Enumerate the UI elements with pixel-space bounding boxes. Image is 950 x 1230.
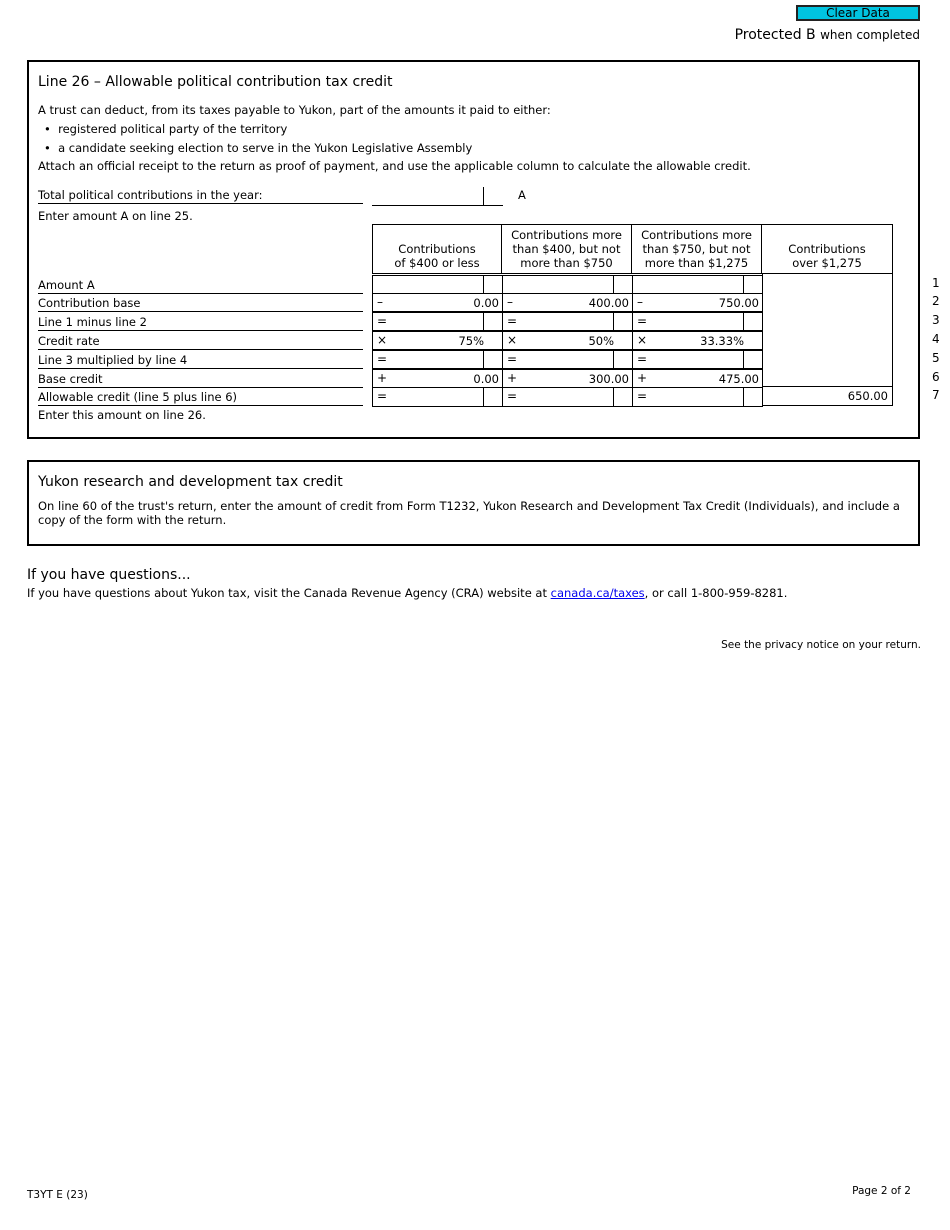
page-number: Page 2 of 2 [852, 1185, 911, 1197]
cell-value: 300.00 [588, 372, 629, 386]
cents-divider [613, 276, 614, 293]
row7-col3-field[interactable] [632, 387, 763, 407]
row-label: Allowable credit (line 5 plus line 6) [38, 390, 363, 406]
row3-col3-field[interactable] [632, 312, 763, 331]
questions-text [27, 586, 787, 600]
form-code: T3YT E (23) [27, 1189, 88, 1201]
cents-divider [483, 388, 484, 406]
row2-col3-field [632, 293, 763, 312]
row7-col2-field[interactable] [502, 387, 633, 407]
line-number: 1 [932, 276, 940, 290]
column4-line7-field[interactable] [762, 386, 893, 406]
operator-sign: = [377, 352, 388, 366]
row-label: Credit rate [38, 334, 363, 350]
operator-sign: – [637, 295, 643, 309]
operator-sign: + [507, 371, 518, 385]
operator-sign: + [637, 371, 648, 385]
line-letter-a: A [518, 188, 526, 202]
cents-divider [483, 313, 484, 330]
cell-value: 33.33% [700, 334, 744, 348]
clear-data-button[interactable]: Clear Data [796, 5, 920, 21]
enter-line26-note: Enter this amount on line 26. [38, 408, 206, 422]
column4-block [762, 274, 893, 387]
research-development-section [27, 460, 920, 546]
row6-col3-field [632, 369, 763, 388]
cents-divider [743, 276, 744, 293]
row3-col2-field[interactable] [502, 312, 633, 331]
bullet-text: registered political party of the territory [58, 122, 288, 136]
operator-sign: = [377, 389, 388, 403]
row1-col2-field[interactable] [502, 275, 633, 294]
line-number: 5 [932, 351, 940, 365]
attach-text: Attach an official receipt to the return as proof of payment, and use the applicable column to calculate the allowable credit. [38, 159, 751, 173]
protected-label: Protected B [734, 27, 816, 43]
political-contribution-section [27, 60, 940, 439]
total-contributions-label: Total political contributions in the year: [38, 188, 363, 204]
bullet-1: • registered political party of the territory [44, 122, 288, 136]
operator-sign: – [507, 295, 513, 309]
operator-sign: – [377, 295, 383, 309]
operator-sign: = [637, 389, 648, 403]
row1-col1-field[interactable] [372, 275, 503, 294]
bullet-text: a candidate seeking election to serve in the Yukon Legislative Assembly [58, 141, 473, 155]
cell-value: 0.00 [473, 372, 499, 386]
row6-col1-field [372, 369, 503, 388]
privacy-notice: See the privacy notice on your return. [721, 639, 921, 651]
row7-col1-field[interactable] [372, 387, 503, 407]
cents-divider [613, 388, 614, 406]
row4-col2-field [502, 331, 633, 350]
canada-taxes-link[interactable]: canada.ca/taxes [550, 586, 645, 600]
questions-title: If you have questions... [27, 567, 191, 583]
cell-value: 400.00 [588, 296, 629, 310]
line-number: 4 [932, 332, 940, 346]
section-title: Line 26 – Allowable political contribution tax credit [38, 74, 393, 90]
operator-sign: = [507, 389, 518, 403]
operator-sign: × [377, 333, 388, 347]
line-number: 3 [932, 313, 940, 327]
cents-divider [483, 276, 484, 293]
row-label: Base credit [38, 372, 363, 388]
column-header-4: Contributions over $1,275 [762, 224, 893, 274]
section-body: On line 60 of the trust's return, enter the amount of credit from Form T1232, Yukon Research and Development Tax Credit (Individuals), and include a copy of the form with the return. [38, 499, 900, 527]
row-label: Contribution base [38, 296, 363, 312]
row3-col1-field[interactable] [372, 312, 503, 331]
total-contributions-input[interactable] [372, 187, 484, 206]
protected-sublabel: when completed [820, 28, 920, 42]
cents-divider [613, 313, 614, 330]
row4-col1-field [372, 331, 503, 350]
row2-col1-field [372, 293, 503, 312]
row1-col3-field[interactable] [632, 275, 763, 294]
protected-status [735, 27, 920, 43]
column-header-1: Contributions of $400 or less [372, 224, 502, 274]
column-header-2: Contributions more than $400, but not more than $750 [502, 224, 632, 274]
operator-sign: + [377, 371, 388, 385]
cell-value: 75% [458, 334, 484, 348]
intro-text: A trust can deduct, from its taxes payable to Yukon, part of the amounts it paid to either: [38, 103, 551, 117]
cents-divider [743, 388, 744, 406]
questions-text-after: , or call 1-800-959-8281. [644, 586, 788, 600]
cents-divider [743, 313, 744, 330]
row4-col3-field [632, 331, 763, 350]
cell-value: 750.00 [718, 296, 759, 310]
row-label: Line 3 multiplied by line 4 [38, 353, 363, 369]
cell-value: 475.00 [718, 372, 759, 386]
total-cents-field[interactable] [484, 187, 503, 206]
row5-col2-field[interactable] [502, 350, 633, 369]
column4-value: 650.00 [847, 389, 888, 403]
row6-col2-field [502, 369, 633, 388]
section-title: Yukon research and development tax credit [38, 474, 343, 490]
row2-col2-field [502, 293, 633, 312]
operator-sign: × [507, 333, 518, 347]
cents-divider [743, 351, 744, 368]
line-number: 7 [932, 388, 940, 402]
column-header-3: Contributions more than $750, but not more than $1,275 [632, 224, 762, 274]
operator-sign: = [637, 352, 648, 366]
enter-amount-a-note: Enter amount A on line 25. [38, 209, 193, 223]
cell-value: 0.00 [473, 296, 499, 310]
cents-divider [483, 351, 484, 368]
cell-value: 50% [588, 334, 614, 348]
operator-sign: = [637, 314, 648, 328]
row5-col1-field[interactable] [372, 350, 503, 369]
operator-sign: = [377, 314, 388, 328]
operator-sign: = [507, 314, 518, 328]
operator-sign: = [507, 352, 518, 366]
row5-col3-field[interactable] [632, 350, 763, 369]
bullet-2: • a candidate seeking election to serve in the Yukon Legislative Assembly [44, 141, 473, 155]
line-number: 2 [932, 294, 940, 308]
cents-divider [613, 351, 614, 368]
row-label: Line 1 minus line 2 [38, 315, 363, 331]
line-number: 6 [932, 370, 940, 384]
questions-text-before: If you have questions about Yukon tax, visit the Canada Revenue Agency (CRA) website at [27, 586, 551, 600]
operator-sign: × [637, 333, 648, 347]
row-label: Amount A [38, 278, 363, 294]
